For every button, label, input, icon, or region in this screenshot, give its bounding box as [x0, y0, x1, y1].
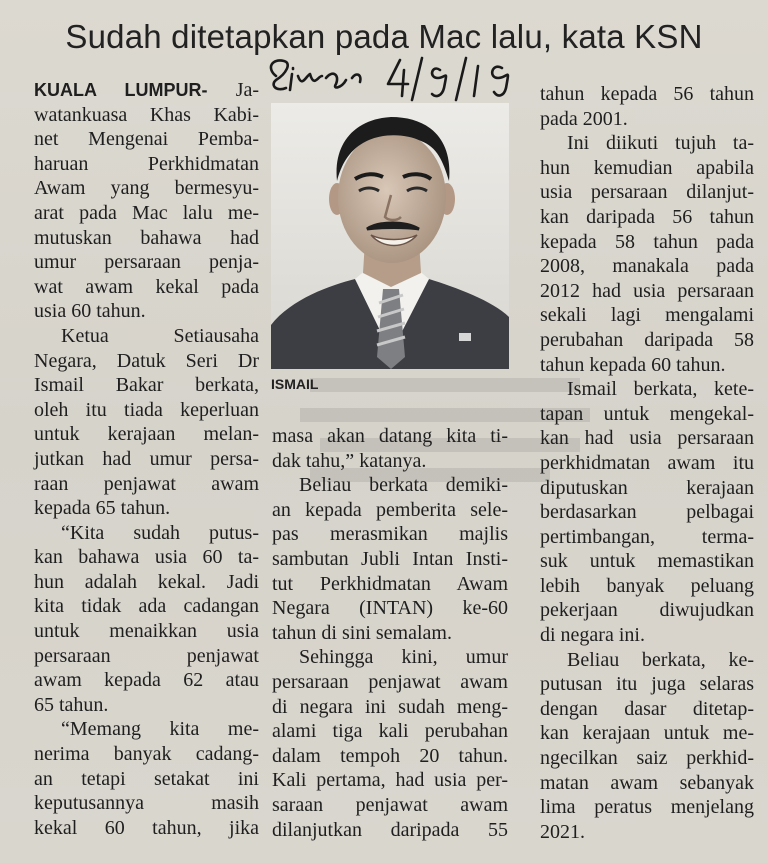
col1-line: watankuasa Khas Kabi- — [34, 103, 259, 126]
col1-line: arat pada Mac lalu me- — [34, 201, 259, 224]
col3-line: kepada 58 tahun pada — [540, 230, 754, 253]
col1-line: keputusannya masih — [34, 792, 259, 815]
col3-line: perkhidmatan awam itu — [540, 451, 754, 474]
col1-line: kan bahawa usia 60 ta- — [34, 546, 259, 569]
col1-line: “Memang kita me- — [61, 718, 259, 741]
col3-line: kan had usia persaraan — [540, 427, 754, 450]
col1-line: KUALA LUMPUR- Ja- — [34, 79, 260, 101]
col2-line: persaraan penjawat awam — [272, 670, 508, 693]
col3-line: sekali lagi mengalami — [540, 304, 754, 327]
column-2 — [272, 424, 508, 842]
col1-line: an tetapi setakat ini — [34, 767, 259, 790]
col2-line: alami tiga kali perubahan — [272, 720, 508, 743]
col1-line: persaraan penjawat — [34, 644, 259, 667]
col2-line: dalam tempoh 20 tahun. — [272, 744, 508, 767]
col1-line: untuk menaikkan usia — [34, 620, 259, 643]
col3-line: lebih banyak peluang — [540, 574, 754, 597]
col2-line: saraan penjawat awam — [272, 793, 508, 816]
col3-line: pada 2001. — [540, 107, 628, 130]
col3-line: tapan untuk mengekal- — [540, 402, 754, 425]
col3-line: perubahan daripada 58 — [540, 328, 754, 351]
col1-line: mutuskan bahawa had — [34, 226, 259, 249]
col1-line: kepada 65 tahun. — [34, 497, 171, 520]
col2-line: di negara ini sudah meng- — [272, 695, 508, 718]
col3-line: pekerjaan diwujudkan — [540, 599, 754, 622]
col3-line: kan kerajaan untuk me- — [540, 722, 754, 745]
col1-line: usia 60 tahun. — [34, 300, 146, 323]
col3-line: suk untuk memastikan — [540, 550, 754, 573]
col1-line: wat awam kekal pada — [34, 275, 259, 298]
col3-line: pertimbangan, terma- — [540, 525, 754, 548]
col3-line: hun kemudian apabila — [540, 156, 754, 179]
col1-line: awam kepada 62 atau — [34, 669, 259, 692]
col1-line: Negara, Datuk Seri Dr — [34, 349, 259, 372]
col3-line: putusan itu juga selaras — [540, 673, 754, 696]
handwritten-date-note — [262, 52, 532, 104]
col3-line: Ismail berkata, kete- — [567, 378, 754, 401]
col3-line: tahun kepada 60 tahun. — [540, 353, 726, 376]
photo-caption: ISMAIL — [271, 376, 319, 392]
col1-line: untuk kerajaan melan- — [34, 423, 259, 446]
portrait-illustration — [271, 103, 509, 369]
col3-line: 2008, manakala pada — [540, 255, 754, 278]
col2-line: masa akan datang kita ti- — [272, 425, 508, 447]
col1-line: haruan Perkhidmatan — [34, 152, 259, 175]
col2-line: Negara (INTAN) ke-60 — [272, 597, 508, 620]
col2-line: an kepada pemberita sele- — [272, 498, 508, 521]
col3-line: Beliau berkata, ke- — [567, 648, 754, 671]
col3-line: usia persaraan dilanjut- — [540, 181, 754, 204]
col3-line: lima peratus menjelang — [540, 796, 754, 819]
col3-line: diputuskan kerajaan — [540, 476, 754, 499]
col2-line: Kali pertama, had usia per- — [272, 769, 508, 792]
col3-line: berdasarkan pelbagai — [540, 501, 754, 524]
column-1 — [34, 78, 259, 840]
col2-line: tahun di sini semalam. — [272, 621, 452, 644]
col1-line: Ismail Bakar berkata, — [34, 374, 259, 397]
col1-line: hun adalah kekal. Jadi — [34, 570, 259, 593]
col3-line: dengan dasar ditetap- — [540, 697, 754, 720]
col1-line: net Mengenai Pemba- — [34, 128, 259, 151]
col2-line: tut Perkhidmatan Awam — [272, 572, 508, 595]
dateline: KUALA LUMPUR- — [34, 80, 208, 100]
portrait-photo — [271, 103, 509, 369]
col3-line: di negara ini. — [540, 624, 645, 647]
col1-line: jutkan had umur persa- — [34, 447, 259, 470]
col3-line: 2021. — [540, 820, 585, 843]
col2-line: pas merasmikan majlis — [272, 523, 508, 546]
col1-line: kita tidak ada cadangan — [34, 595, 259, 618]
headline: Sudah ditetapkan pada Mac lalu, kata KSN — [65, 18, 703, 55]
col3-line: 2012 had usia persaraan — [540, 279, 754, 302]
col2-line: Sehingga kini, umur — [299, 646, 508, 669]
col1-line: “Kita sudah putus- — [61, 521, 259, 544]
col1-line: oleh itu tiada keperluan — [34, 398, 259, 421]
col1-line: raan penjawat awam — [34, 472, 259, 495]
col1-line: nerima banyak cadang- — [34, 743, 259, 766]
col3-line: Ini diikuti tujuh ta- — [567, 132, 754, 155]
col1-line: 65 tahun. — [34, 693, 109, 716]
col3-line: ngecilkan saiz perkhid- — [540, 747, 754, 770]
col1-line: umur persaraan penja- — [34, 251, 259, 274]
col2-line: dak tahu,” katanya. — [272, 449, 427, 472]
col3-line: kan daripada 56 tahun — [540, 205, 754, 228]
col2-line: sambutan Jubli Intan Insti- — [272, 547, 508, 570]
col1-line: Ketua Setiausaha — [61, 324, 259, 347]
col2-line: Beliau berkata demiki- — [299, 474, 508, 497]
col1-line: Awam yang bermesyu- — [34, 177, 259, 200]
col3-line: tahun kepada 56 tahun — [540, 83, 754, 105]
column-3 — [540, 82, 754, 844]
col2-line: dilanjutkan daripada 55 — [272, 818, 508, 841]
col3-line: matan awam sebanyak — [540, 771, 754, 794]
col1-line: kekal 60 tahun, jika — [34, 816, 259, 839]
